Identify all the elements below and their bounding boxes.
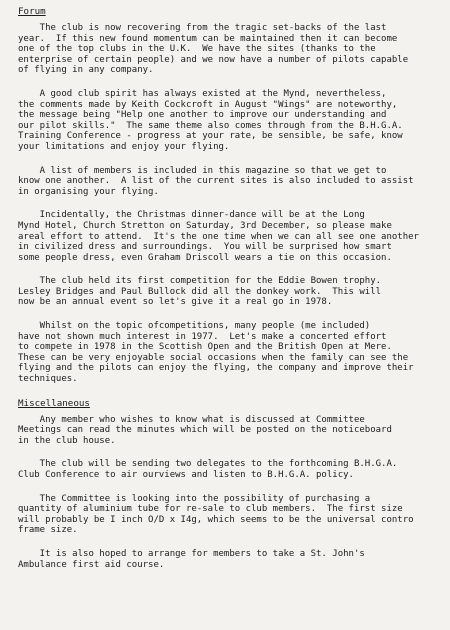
text-line: in civilized dress and surroundings. You will be surprised how smart xyxy=(18,242,392,253)
text-line: techniques. xyxy=(18,374,78,385)
text-line: quantity of aluminium tube for re-sale to club members. The first size xyxy=(18,504,403,515)
text-line: A good club spirit has always existed at the Mynd, nevertheless, xyxy=(18,88,387,99)
text-line: It is also hoped to arrange for members to take a St. John's xyxy=(18,548,365,559)
text-line: the message being "Help one another to improve our understanding and xyxy=(18,110,387,121)
paragraph xyxy=(18,276,450,308)
text-line: your limitations and enjoy your flying. xyxy=(18,141,230,152)
text-line: areal effort to attend. It's the one time when we can all see one another xyxy=(18,231,419,242)
text-line: The Committee is looking into the possibility of purchasing a xyxy=(18,493,371,504)
paragraph xyxy=(18,321,450,385)
text-line: Any member who wishes to know what is discussed at Committee xyxy=(18,414,365,425)
paragraph xyxy=(18,23,450,76)
paragraph xyxy=(18,210,450,263)
section-heading-forum: Forum xyxy=(18,6,46,17)
paragraph xyxy=(18,459,450,480)
text-line: Lesley Bridges and Paul Bullock did all the donkey work. This will xyxy=(18,286,382,297)
text-line: some people dress, even Graham Driscoll wears a tie on this occasion. xyxy=(18,252,392,263)
paragraph xyxy=(18,494,450,536)
text-line: our pilot skills." The same theme also comes through from the B.H.G.A. xyxy=(18,120,403,131)
paragraph xyxy=(18,415,450,447)
text-line: The club held its first competition for the Eddie Bowen trophy. xyxy=(18,276,382,287)
paragraph xyxy=(18,89,450,153)
text-line: frame size. xyxy=(18,525,78,536)
text-line: have not shown much interest in 1977. Let's make a concerted effort xyxy=(18,331,387,342)
text-line: know one another. A list of the current sites is also included to assist xyxy=(18,176,414,187)
text-line: the comments made by Keith Cockcroft in August "Wings" are noteworthy, xyxy=(18,99,398,110)
text-line: Ambulance first aid course. xyxy=(18,559,165,570)
text-line: Whilst on the topic ofcompetitions, many people (me included) xyxy=(18,321,371,332)
text-line: Training Conference - progress at your rate, be sensible, be safe, know xyxy=(18,131,403,142)
text-line: Mynd Hotel, Church Stretton on Saturday, 3rd December, so please make xyxy=(18,220,392,231)
text-line: one of the top clubs in the U.K. We have the sites (thanks to the xyxy=(18,44,376,55)
text-line: enterprise of certain people) and we now have a number of pilots capable xyxy=(18,54,409,65)
text-line: flying and the pilots can enjoy the flying, the company and improve their xyxy=(18,363,414,374)
text-line: in the club house. xyxy=(18,435,116,446)
text-line: in organising your flying. xyxy=(18,186,159,197)
text-line: A list of members is included in this magazine so that we get to xyxy=(18,165,387,176)
section-heading-miscellaneous: Miscellaneous xyxy=(18,397,90,409)
text-line: The club will be sending two delegates to the forthcoming B.H.G.A. xyxy=(18,459,398,470)
text-line: The club is now recovering from the tragic set-backs of the last xyxy=(18,23,387,33)
text-line: to compete in 1978 in the Scottish Open and the British Open at Mere. xyxy=(18,342,392,353)
text-line: Meetings can read the minutes which will be posted on the noticeboard xyxy=(18,425,392,436)
paragraph xyxy=(18,166,450,198)
text-line: These can be very enjoyable social occasions when the family can see the xyxy=(18,352,409,363)
text-line: of flying in any company. xyxy=(18,65,154,76)
text-line: Club Conference to air ourviews and listen to B.H.G.A. policy. xyxy=(18,470,354,480)
text-line: Incidentally, the Christmas dinner-dance will be at the Long xyxy=(18,210,365,221)
text-line: will probably be I inch O/D x I4g, which seems to be the universal contro xyxy=(18,514,414,525)
text-line: year. If this new found momentum can be maintained then it can become xyxy=(18,33,398,44)
paragraph xyxy=(18,549,450,570)
text-line: now be an annual event so let's give it a real go in 1978. xyxy=(18,297,333,308)
